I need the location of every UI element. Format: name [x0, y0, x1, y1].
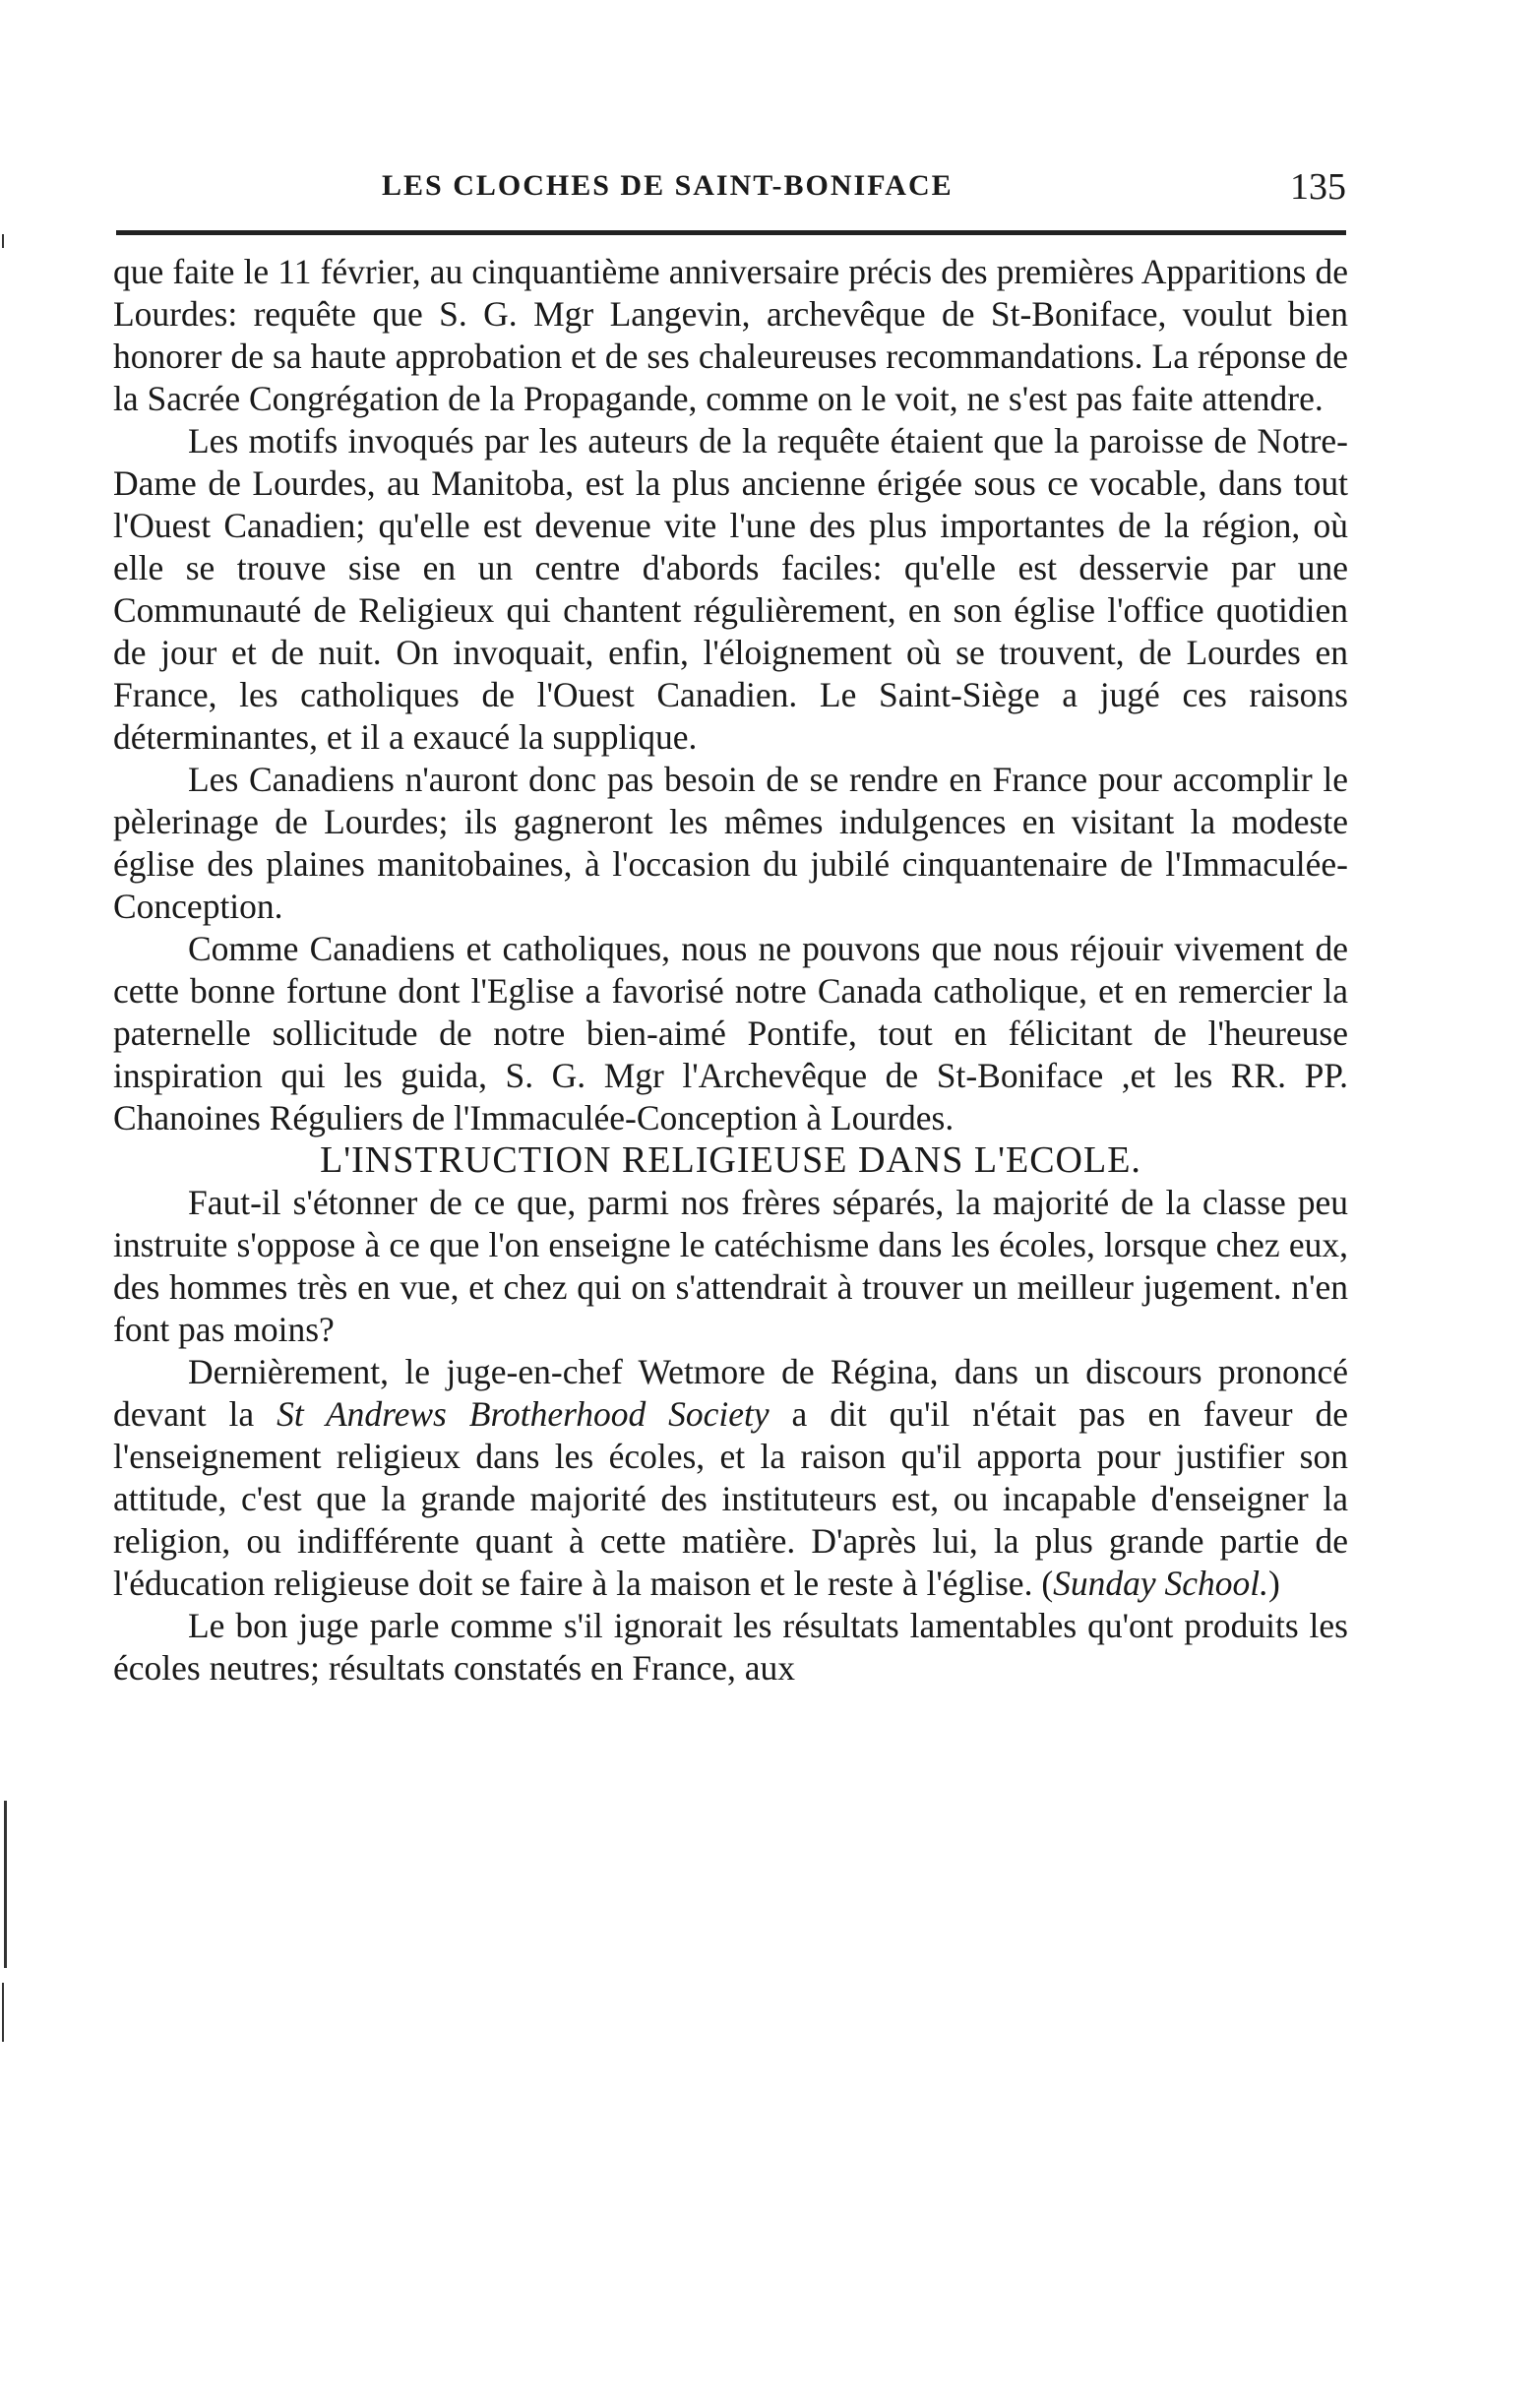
- paragraph: Le bon juge parle comme s'il ignorait les résultats lamentables qu'ont produits les écoles neutres; résultats constatés en France, aux: [113, 1606, 1348, 1688]
- paragraph: [113, 1351, 1348, 1605]
- paragraph-text: ): [1268, 1564, 1280, 1603]
- body-text: [113, 251, 1348, 1689]
- sunday-school: Sunday School.: [1053, 1564, 1269, 1603]
- section-title: L'INSTRUCTION RELIGIEUSE DANS L'ECOLE.: [320, 1139, 1141, 1181]
- paragraph-text: Dernièrement, le juge-en-chef Wetmore de Régina, dans un discours prononcé devant la: [113, 1352, 1348, 1434]
- running-title: LES CLOCHES DE SAINT-BONIFACE: [382, 169, 954, 202]
- page-header: [116, 166, 1346, 218]
- paragraph: Les Canadiens n'auront donc pas besoin de se rendre en France pour accomplir le pèlerinage de Lourdes; ils gagneront les mêmes indulgences en visitant la modeste église des plaines manitobaines, à l'occasion du jubilé cinquantenaire de l'Immaculée-Conception.: [113, 760, 1348, 926]
- paragraph: Les motifs invoqués par les auteurs de la requête étaient que la paroisse de Notre-Dame de Lourdes, au Manitoba, est la plus ancienne érigée sous ce vocable, dans tout l'Ouest Canadien; qu'elle est devenue vite l'une des plus importantes de la région, où elle se trouve sise en un centre d'abords faciles: qu'elle est desservie par une Communauté de Religieux qui chantent régulièrement, en son église l'office quotidien de jour et de nuit. On invoquait, enfin, l'éloignement où se trouvent, de Lourdes en France, les catholiques de l'Ouest Canadien. Le Saint-Siège a jugé ces raisons déterminantes, et il a exaucé la supplique.: [113, 421, 1348, 757]
- header-rule: [116, 230, 1346, 235]
- paragraph: que faite le 11 février, au cinquantième anniversaire précis des premières Apparitions de Lourdes: requête que S. G. Mgr Langevin, archevêque de St-Boniface, voulut bien honorer de sa haute approbation et de ses chaleureuses recommandations. La réponse de la Sacrée Congrégation de la Propagande, comme on le voit, ne s'est pas faite attendre.: [113, 252, 1348, 418]
- paragraph: Faut-il s'étonner de ce que, parmi nos frères séparés, la majorité de la classe peu instruite s'oppose à ce que l'on enseigne le catéchisme dans les écoles, lorsque chez eux, des hommes très en vue, et chez qui on s'attendrait à trouver un meilleur jugement. n'en font pas moins?: [113, 1183, 1348, 1349]
- margin-scan-mark: [2, 234, 4, 248]
- margin-scan-mark: [4, 1801, 7, 1968]
- paragraph-text: a dit qu'il n'était pas en faveur de l'enseignement religieux dans les écoles, et la raison qu'il apporta pour justifier son attitude, c'est que la grande majorité des instituteurs est, ou incapable d'enseigner la religion, ou indifférente quant à cette matière. D'après lui, la plus grande partie de l'éducation religieuse doit se faire à la maison et le reste à l'église. (: [113, 1394, 1348, 1603]
- margin-scan-mark: [2, 1983, 4, 2042]
- paragraph: Comme Canadiens et catholiques, nous ne pouvons que nous réjouir vivement de cette bonne fortune dont l'Eglise a favorisé notre Canada catholique, et en remercier la paternelle sollicitude de notre bien-aimé Pontife, tout en félicitant de l'heureuse inspiration qui les guida, S. G. Mgr l'Archevêque de St-Boniface ,et les RR. PP. Chanoines Réguliers de l'Immaculée-Conception à Lourdes.: [113, 929, 1348, 1137]
- society-name: St Andrews Brotherhood Society: [277, 1394, 770, 1434]
- page-number: 135: [1290, 166, 1346, 208]
